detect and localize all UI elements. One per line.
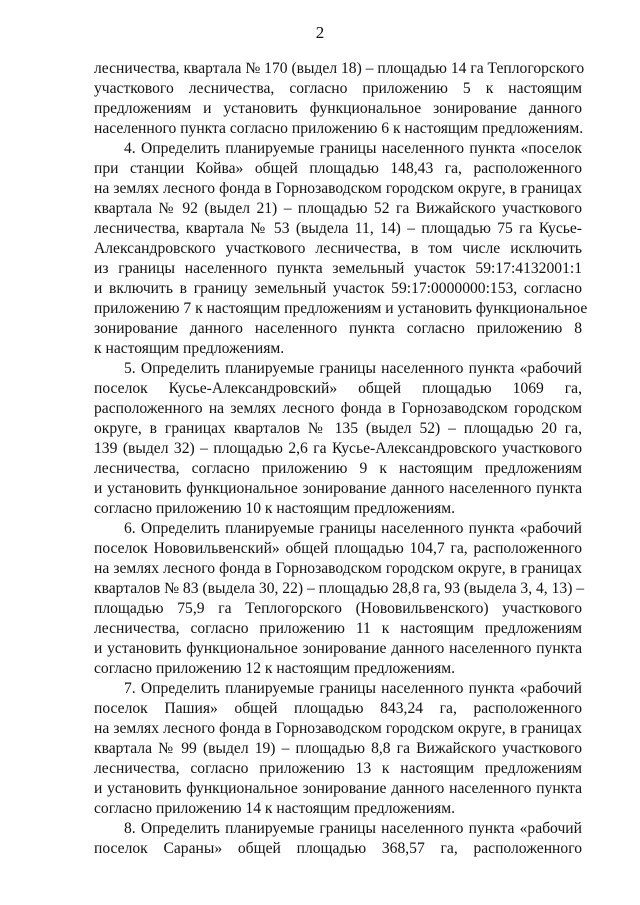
- text-line: 8. Определить планируемые границы населенного пункта «рабочий: [124, 820, 582, 837]
- text-line: квартала № 92 (выдел 21) – площадью 52 га Вижайского участкового: [94, 200, 582, 217]
- text-line: на землях лесного фонда в Горнозаводском городском округе, в границах: [94, 560, 582, 577]
- text-line: поселок Пашия» общей площадью 843,24 га, расположенного: [94, 700, 582, 717]
- text-line: 139 (выдел 32) – площадью 2,6 га Кусье-Александровского участкового: [94, 440, 582, 457]
- text-line: зонирование данного населенного пункта согласно приложению 8: [94, 320, 582, 337]
- text-line: согласно приложению 10 к настоящим предложениям.: [94, 500, 456, 517]
- text-line: согласно приложению 14 к настоящим предложениям.: [94, 800, 456, 817]
- text-line: лесничества, согласно приложению 11 к настоящим предложениям: [94, 620, 582, 637]
- text-line: и включить в границу земельный участок 59:17:0000000:153, согласно: [94, 280, 582, 297]
- page-number: 2: [315, 23, 325, 42]
- text-line: Александровского участкового лесничества, в том числе исключить: [94, 240, 582, 257]
- paragraph-item-8: [94, 819, 582, 859]
- text-line: участкового лесничества, согласно приложению 5 к настоящим: [94, 80, 582, 97]
- paragraph-continuation: [94, 59, 585, 139]
- text-line: и установить функциональное зонирование данного населенного пункта: [94, 640, 582, 657]
- text-line: при станции Койва» общей площадью 148,43 га, расположенного: [94, 160, 582, 177]
- paragraph-item-5: [94, 359, 582, 519]
- text-line: округе, в границах кварталов № 135 (выдел 52) – площадью 20 га,: [94, 420, 582, 437]
- text-line: поселок Кусье-Александровский» общей площадью 1069 га,: [94, 380, 582, 397]
- text-line: лесничества, согласно приложению 13 к настоящим предложениям: [94, 760, 582, 777]
- text-line: квартала № 99 (выдел 19) – площадью 8,8 га Вижайского участкового: [94, 740, 582, 757]
- text-line: предложениям и установить функциональное зонирование данного: [94, 100, 582, 117]
- text-line: 6. Определить планируемые границы населенного пункта «рабочий: [124, 520, 582, 537]
- text-line: на землях лесного фонда в Горнозаводском городском округе, в границах: [94, 180, 582, 197]
- paragraph-item-7: [94, 679, 582, 819]
- text-line: поселок Сараны» общей площадью 368,57 га, расположенного: [94, 840, 582, 857]
- text-line: расположенного на землях лесного фонда в Горнозаводском городском: [94, 400, 582, 417]
- text-line: населенного пункта согласно приложению 6 к настоящим предложениям.: [94, 120, 584, 137]
- text-line: и установить функциональное зонирование данного населенного пункта: [94, 780, 582, 797]
- text-line: 5. Определить планируемые границы населенного пункта «рабочий: [124, 360, 582, 377]
- text-line: лесничества, квартала № 53 (выдела 11, 14) – площадью 75 га Кусье-: [94, 220, 582, 237]
- document-body: [94, 59, 588, 859]
- text-line: приложению 7 к настоящим предложениям и установить функциональное: [94, 300, 588, 317]
- paragraph-item-4: [94, 139, 588, 359]
- text-line: к настоящим предложениям.: [94, 340, 285, 357]
- text-line: из границы населенного пункта земельный участок 59:17:4132001:1: [94, 260, 582, 277]
- text-line: 7. Определить планируемые границы населенного пункта «рабочий: [124, 680, 582, 697]
- text-line: поселок Нововильвенский» общей площадью 104,7 га, расположенного: [94, 540, 582, 557]
- text-line: согласно приложению 12 к настоящим предложениям.: [94, 660, 456, 677]
- text-line: лесничества, согласно приложению 9 к настоящим предложениям: [94, 460, 582, 477]
- paragraph-item-6: [94, 519, 585, 679]
- text-line: площадью 75,9 га Теплогорского (Нововильвенского) участкового: [94, 600, 582, 617]
- text-line: на землях лесного фонда в Горнозаводском городском округе, в границах: [94, 720, 582, 737]
- text-line: лесничества, квартала № 170 (выдел 18) – площадью 14 га Теплогорского: [94, 60, 585, 77]
- text-line: кварталов № 83 (выдела 30, 22) – площадью 28,8 га, 93 (выдела 3, 4, 13) –: [94, 580, 585, 597]
- text-line: 4. Определить планируемые границы населенного пункта «поселок: [124, 140, 582, 157]
- text-line: и установить функциональное зонирование данного населенного пункта: [94, 480, 582, 497]
